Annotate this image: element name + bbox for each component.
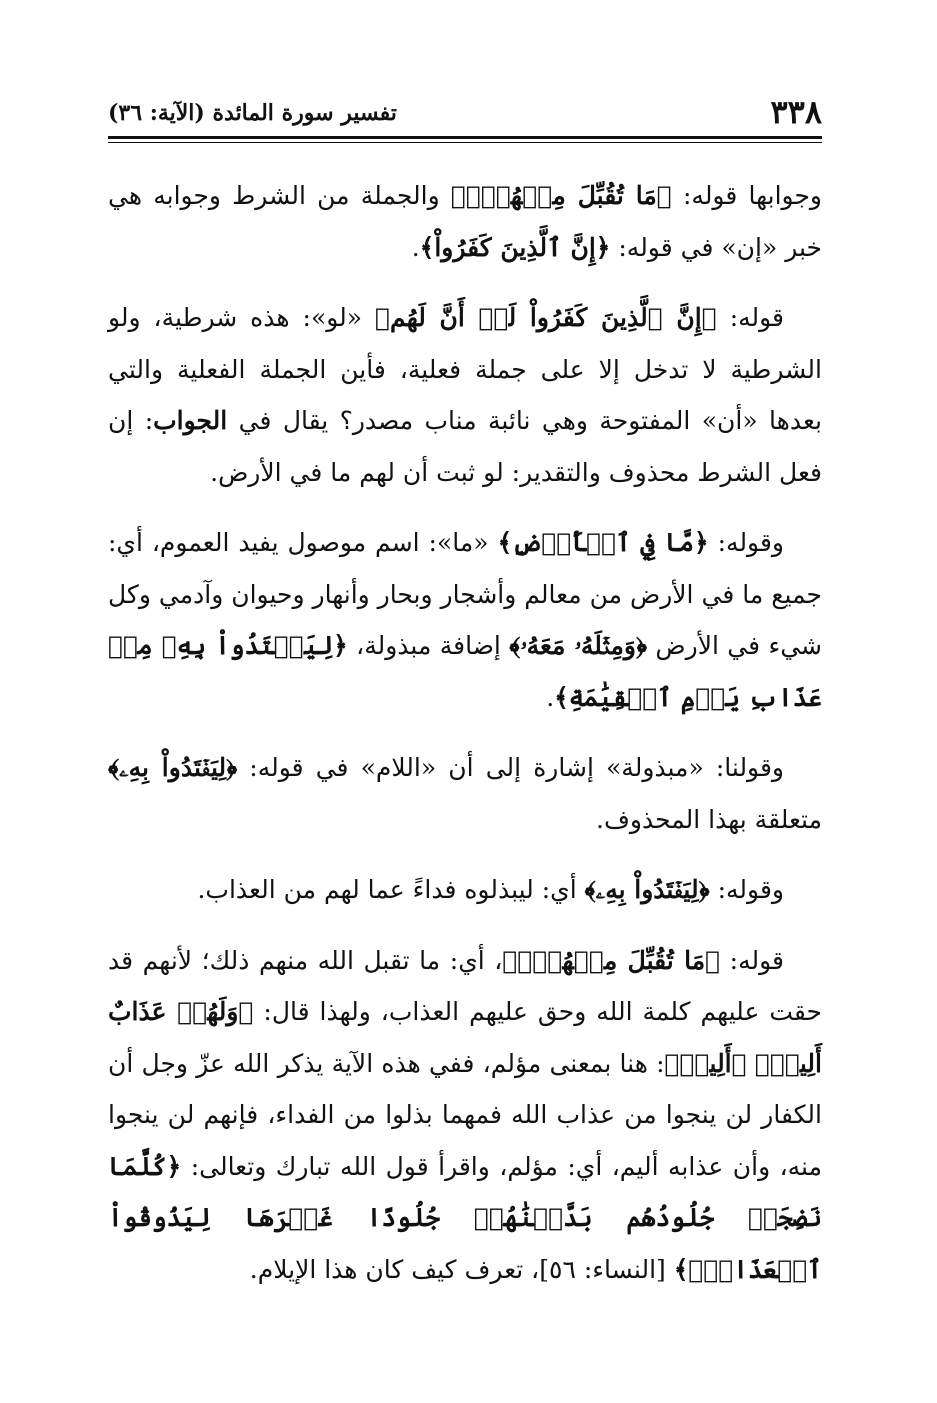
page-number: ٣٣٨ (770, 93, 822, 131)
paragraph-text: وجوابها قوله: (671, 181, 822, 210)
header-rule-thin (108, 142, 822, 143)
paragraph-text: ، أي: ما تقبل الله منهم ذلك؛ لأنهم قد حقت عليهم كلمة الله وحق عليهم العذاب، ولهذا قال: (108, 945, 822, 1026)
quoted-text: ﴿مَا تُقُبِّلَ مِنۡهُمۡۖ﴾ (450, 181, 672, 210)
paragraph (108, 935, 822, 1296)
paragraph (108, 170, 822, 273)
quoted-text: ﴿إِنَّ ٱلَّذِينَ كَفَرُواْ﴾ (419, 232, 611, 262)
paragraph-text: «لو»: هذه شرطية، ولو الشرطية لا تدخل إلا على جملة فعلية، فأين الجملة الفعلية والتي بعدها «أن» المفتوحة وهي نائبة مناب مصدر؟ يقال في (108, 303, 822, 435)
quoted-text: ﴿لِيَفۡتَدُواْ بِهِۦ﴾ (108, 753, 238, 782)
quoted-text: ﴿لِيَفۡتَدُواْ بِهِۦ مِنۡ عَذَابِ يَوۡمِ ٱلۡقِيَٰمَةِ﴾ (108, 631, 822, 712)
paragraph-text: متعلقة بهذا المحذوف. (596, 804, 822, 834)
paragraph (108, 864, 822, 916)
header-rule-thick (108, 136, 822, 139)
body-text (108, 170, 822, 1314)
paragraph-text: قوله: (716, 303, 784, 332)
paragraph-text: والجملة من الشرط وجوابه هي خبر «إن» في قوله: (108, 181, 822, 262)
quoted-text: ﴿لِيَفۡتَدُواْ بِهِۦ﴾ (584, 875, 710, 904)
page-header (108, 94, 822, 130)
paragraph-text: أي: ليبذلوه فداءً عما لهم من العذاب. (197, 875, 585, 904)
paragraph-text: : هنا بمعنى مؤلم، ففي هذه الآية يذكر الله عزّ وجل أن الكفار لن ينجوا من عذاب الله فمهما بذلوا من الفداء، فإنهم لن ينجوا منه، وأن عذابه أليم، أي: مؤلم، واقرأ قول الله تبارك وتعالى: (108, 1048, 822, 1181)
paragraph-text: . (411, 232, 420, 262)
quoted-text: ﴿كُلَّمَا نَضِجَتۡ جُلُودُهُم بَدَّلۡنَٰهُمۡ جُلُودًا غَيۡرَهَا لِيَذُوقُواْ ٱلۡعَذَابَۗ﴾ (108, 1151, 822, 1284)
paragraph-text: وقوله: (709, 875, 784, 904)
running-title: تفسير سورة المائدة (الآية: ٣٦) (108, 100, 397, 126)
quoted-text: الجواب (153, 406, 228, 435)
quoted-text: ﴿وَلَهُمۡ عَذَابٌ أَلِيمٞ﴾ (108, 997, 822, 1078)
quoted-text: ﴿مَّا فِي ٱلۡأَرۡضِ﴾ (497, 528, 709, 557)
paragraph (108, 517, 822, 723)
paragraph-text: إضافة مبذولة، (347, 631, 510, 660)
paragraph-text: : إن فعل الشرط محذوف والتقدير: لو ثبت أن لهم ما في الأرض. (108, 406, 822, 487)
quoted-text: ﴿وَمِثۡلَهُۥ مَعَهُۥ﴾ (509, 631, 648, 660)
paragraph (108, 742, 822, 845)
paragraph-text: . (546, 682, 555, 712)
paragraph-text: وقولنا: «مبذولة» إشارة إلى أن «اللام» في قوله: (237, 753, 784, 782)
quoted-text: ﴿مَا تُقُبِّلَ مِنۡهُمۡۖ﴾ (502, 945, 721, 975)
paragraph (108, 292, 822, 498)
quoted-text: ﴿أَلِيمٞ﴾ (664, 1048, 747, 1078)
paragraph-text: وقوله: (708, 528, 784, 557)
paragraph-text: قوله: (720, 945, 784, 975)
paragraph-text: [النساء: ٥٦]، تعرف كيف كان هذا الإيلام. (249, 1254, 674, 1284)
paragraph-text: «ما»: اسم موصول يفيد العموم، أي: جميع ما في الأرض من معالم وأشجار وبحار وأنهار وحيوان وآدمي وكل شيء في الأرض (108, 528, 822, 660)
paragraph-text (747, 1049, 755, 1078)
quoted-text: ﴿إِنَّ ٱلَّذِينَ كَفَرُواْ لَوۡ أَنَّ لَهُم﴾ (375, 303, 717, 332)
